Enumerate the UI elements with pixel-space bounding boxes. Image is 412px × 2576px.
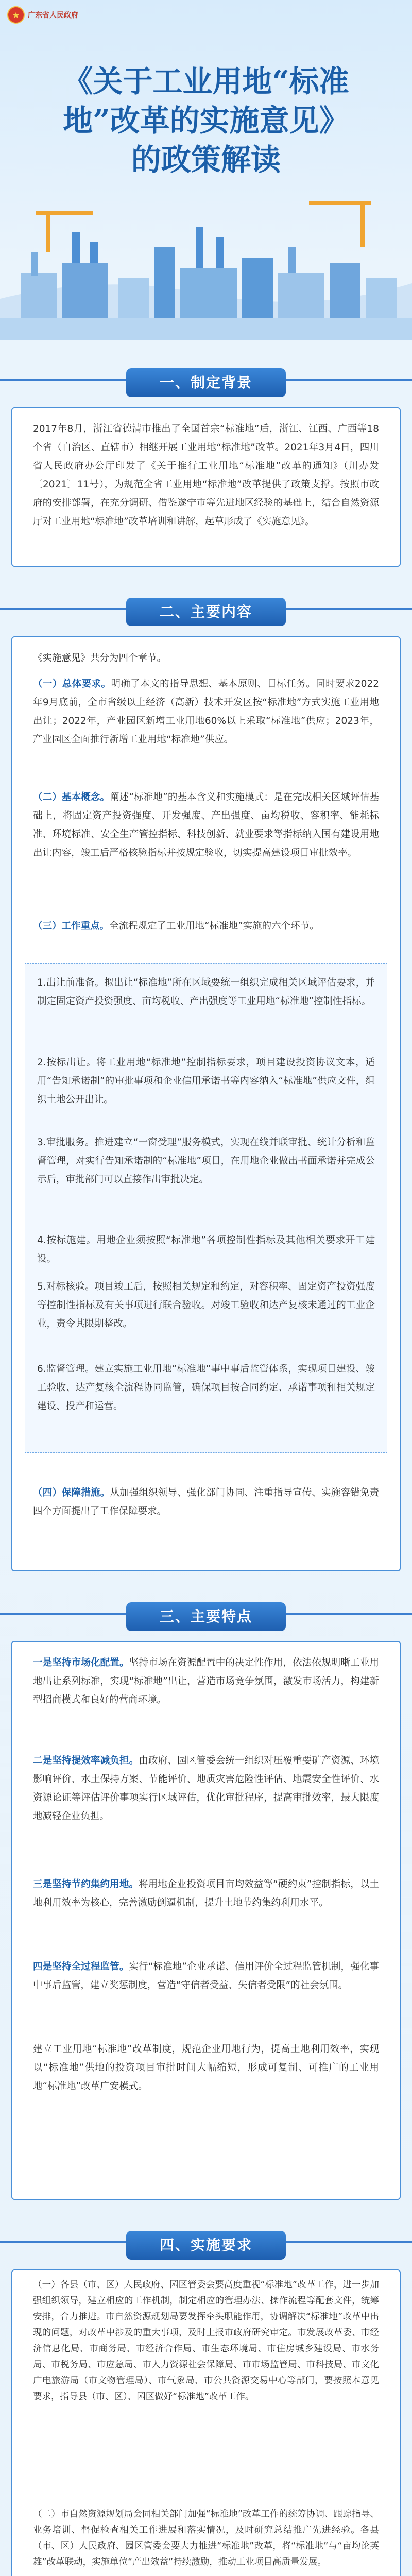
item-text: 阐述“标准地”的基本含义和实施模式：是在完成相关区域评估基础上，将固定资产投资强度、开发强度、产出强度、亩均税收、容积率、能耗标准、环境标准、安全生产管控指标、科技创新、就业要求等指标纳入国有建设用地出让内容，竣工后严格核验指标并按规定验收，切实提高建设项目审批效率。 — [33, 792, 379, 858]
step-1: 1.出让前准备。拟出让“标准地”所在区域要统一组织完成相关区域评估要求，并制定固定资产投资强度、亩均税收、产出强度等工业用地“标准地”控制性指标。 — [37, 977, 375, 1007]
item-text: 坚持市场在资源配置中的决定性作用，依法依规明晰工业用地出让系列标准，实现“标准地”出让，营造市场竞争氛围，激发市场活力，构建新型招商模式和良好的营商环境。 — [33, 1657, 379, 1705]
content-item-4 — [33, 1484, 379, 1521]
step-6: 6.监督管理。建立实施工业用地“标准地”事中事后监管体系，实现项目建设、竣工验收、达产复核全流程协同监管，确保项目按合同约定、承诺事项和相关规定建设、投产和运营。 — [37, 1364, 375, 1412]
national-emblem-icon: ★ — [7, 6, 25, 24]
step-2: 2.按标出让。将工业用地“标准地”控制指标要求，项目建设投资协议文本，适用“告知承诺制”的审批事项和企业信用承诺书等内容纳入“标准地”供应文件，组织土地公开出让。 — [37, 1057, 375, 1105]
site-logo[interactable] — [7, 6, 78, 24]
content-item-1 — [33, 675, 379, 749]
item-lead: 二是坚持提效率减负担。 — [33, 1755, 139, 1766]
item-text: 明确了本文的指导思想、基本原则、目标任务。同时要求2022年9月底前，全市省级以上经济（高新）技术开发区按“标准地”方式实施工业用地出让；2022年，产业园区新增工业用地60%以上采取“标准地”供应；2023年，产业园区全面推行新增工业用地“标准地”供应。 — [33, 679, 379, 745]
step-5: 5.对标核验。项目竣工后，按照相关规定和约定，对容积率、固定资产投资强度等控制性指标及有关事项进行联合验收。对竣工验收和达产复核未通过的工业企业，责令其限期整改。 — [37, 1281, 375, 1329]
section-title: 一、制定背景 — [126, 368, 286, 397]
top-bar — [0, 0, 412, 30]
item-text: 全流程规定了工业用地“标准地”实施的六个环节。 — [109, 921, 319, 931]
step-4: 4.按标施建。用地企业须按照“标准地”各项控制性指标及其他相关要求开工建设。 — [37, 1235, 375, 1264]
item-text: 将用地企业投资项目亩均效益等“硬约束”控制指标，以土地利用效率为核心，完善激励倒逼机制，提升土地节约集约利用水平。 — [33, 1879, 379, 1908]
section-title: 四、实施要求 — [126, 2231, 286, 2260]
content-item-3 — [33, 917, 379, 936]
requirement-2: （二）市自然资源规划局会同相关部门加强“标准地”改革工作的统筹协调、跟踪指导、业务培训、督促检查相关工作进展和落实情况，及时研究总结推广先进经验。各县（市、区）人民政府、园区管委会要大力推进“标准地”改革，将“标准地”与“亩均论英雄”改革联动，实施单位“产出效益”持续激励，推动工业项目高质量发展。 — [33, 2509, 379, 2567]
title-line-1: 《关于工业用地“标准 — [63, 64, 349, 99]
item-lead: 四是坚持全过程监管。 — [33, 1961, 129, 1972]
title-line-3: 的政策解读 — [131, 142, 281, 177]
title-line-2: 地”改革的实施意见》 — [63, 103, 349, 138]
section-title: 二、主要内容 — [126, 598, 286, 626]
requirement-1: （一）各县（市、区）人民政府、园区管委会要高度重视“标准地”改革工作，进一步加强组织领导，建立相应的工作机制，制定相应的管理办法、操作流程等配套文件，统筹安排，合力推进。市自然资源规划局要发挥牵头职能作用，协调解决“标准地”改革中出现的问题，对改革中涉及的重大事项，及时上报市政府研究审定。市发展改革委、市经济信息化局、市商务局、市经济合作局、市生态环境局、市住房城乡建设局、市水务局、市税务局、市应急局、市人力资源社会保障局、市市场监管局、市科技局、市文化广电旅游局（市文物管理局）、市气象局、市公共资源交易中心等部门，要按照本意见要求，指导县（市、区）、园区做好“标准地”改革工作。 — [33, 2280, 379, 2402]
item-lead: 一是坚持市场化配置。 — [33, 1657, 129, 1668]
feature-1 — [33, 1654, 379, 1709]
section-header-background — [0, 368, 412, 400]
feature-5: 建立工业用地“标准地”改革制度，规范企业用地行为，提高土地利用效率，实现以“标准地”供地的投资项目审批时间大幅缩短，形成可复制、可推广的工业用地“标准地”改革广安模式。 — [33, 2044, 379, 2092]
feature-3 — [33, 1875, 379, 1912]
step-3: 3.审批服务。推进建立“一窗受理”服务模式，实现在线并联审批、统计分析和监督管理，对实行告知承诺制的“标准地”项目，在用地企业做出书面承诺并完成公示后，审批部门可以直接作出审批决定。 — [37, 1137, 375, 1185]
item-text: 实行“标准地”企业承诺、信用评价全过程监管机制，强化事中事后监管，建立奖惩制度，营造“守信者受益、失信者受限”的社会氛围。 — [33, 1961, 379, 1991]
industrial-skyline-illustration — [0, 170, 412, 340]
item-text: 从加强组织领导、强化部门协同、注重指导宣传、实施容错免责四个方面提出了工作保障要求。 — [33, 1487, 379, 1517]
content-intro: 《实施意见》共分为四个章节。 — [33, 653, 167, 664]
feature-4 — [33, 1958, 379, 1995]
item-lead: （四）保障措施。 — [33, 1487, 110, 1498]
item-text: 由政府、园区管委会统一组织对压覆重要矿产资源、环境影响评价、水土保持方案、节能评价、地质灾害危险性评估、地震安全性评价、水资源论证等评估评价事项实行区域评估，优化审批程序，提高审批效率，最大限度地减轻企业负担。 — [33, 1755, 379, 1822]
item-lead: （一）总体要求。 — [33, 679, 111, 689]
feature-2 — [33, 1752, 379, 1826]
section-header-requirements — [0, 2231, 412, 2263]
content-item-2 — [33, 788, 379, 862]
item-lead: 三是坚持节约集约用地。 — [33, 1879, 139, 1890]
item-lead: （二）基本概念。 — [33, 792, 110, 803]
item-lead: （三）工作重点。 — [33, 921, 110, 931]
section-header-features — [0, 1602, 412, 1634]
section-header-content — [0, 598, 412, 630]
features-card — [11, 1641, 401, 2200]
site-name: 广东省人民政府 — [28, 11, 78, 20]
background-paragraph: 2017年8月，浙江省德清市推出了全国首宗“标准地”后，浙江、江西、广西等18个省（自治区、直辖市）相继开展工业用地“标准地”改革。2021年3月4日，四川省人民政府办公厅印发了《关于推行工业用地“标准地”改革的通知》（川办发〔2021〕11号），为规范全省工业用地“标准地”改革提供了政策支撑。按照市政府的安排部署，在充分调研、借鉴遂宁市等先进地区经验的基础上，结合自然资源厅对工业用地“标准地”改革培训和讲解，起草形成了《实施意见》。 — [33, 423, 379, 527]
page-title — [0, 62, 412, 179]
section-title: 三、主要特点 — [126, 1602, 286, 1631]
